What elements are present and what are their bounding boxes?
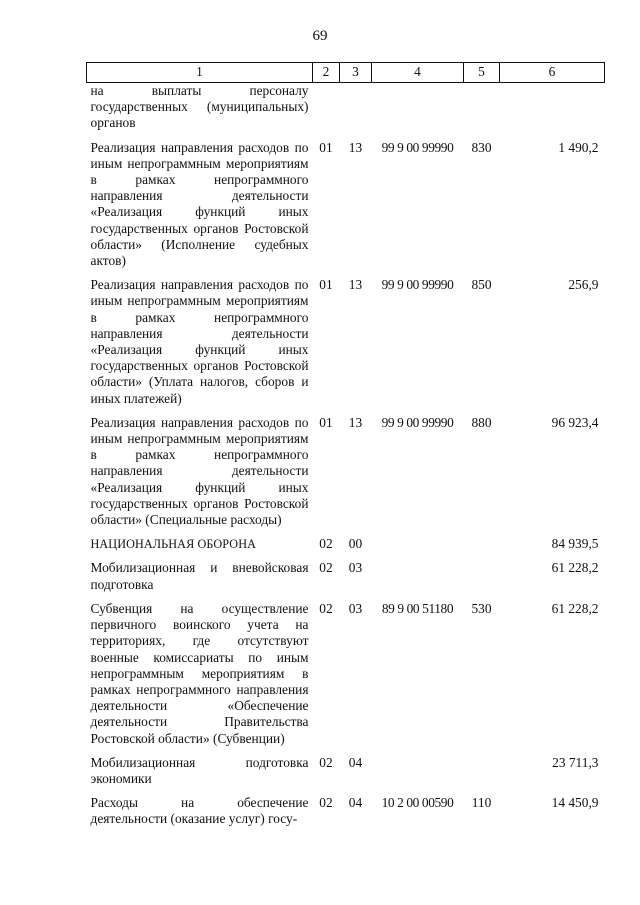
row-section: 01 (319, 139, 333, 155)
row-target-item (372, 83, 464, 139)
table-row (87, 83, 605, 139)
row-target-item: 99 9 00 99990 (381, 414, 454, 430)
row-subsection: 03 (348, 560, 363, 576)
table-row (87, 559, 605, 599)
row-amount: 96 923,4 (551, 414, 599, 430)
row-target-item: 89 9 00 51180 (381, 600, 454, 616)
row-expense-type: 850 (471, 277, 492, 293)
row-subsection: 13 (348, 139, 363, 155)
row-expense-type (464, 83, 500, 139)
row-name: Расходы на обеспечение деятельности (оказание услуг) госу- (90, 795, 309, 827)
row-expense-type (464, 559, 500, 599)
row-name: Мобилизационная и вневойсковая подготовка (90, 560, 309, 592)
row-subsection (340, 83, 372, 139)
row-subsection: 13 (348, 277, 363, 293)
row-target-item (372, 754, 464, 794)
row-subsection: 13 (348, 414, 363, 430)
row-amount: 61 228,2 (551, 560, 599, 576)
row-amount: 14 450,9 (551, 795, 599, 811)
column-header-3: 3 (340, 63, 372, 83)
row-expense-type (464, 535, 500, 559)
table-row (87, 754, 605, 794)
row-name: Мобилизационная подготовка экономики (90, 754, 309, 786)
table-row (87, 276, 605, 414)
row-expense-type (464, 754, 500, 794)
row-subsection: 04 (348, 795, 363, 811)
budget-table (86, 62, 605, 835)
row-amount: 23 711,3 (552, 754, 599, 770)
table-row (87, 414, 605, 535)
row-name: на выплаты персоналу государственных (муниципальных) органов (90, 83, 309, 131)
row-section: 01 (319, 414, 333, 430)
column-header-2: 2 (313, 63, 340, 83)
row-amount (500, 83, 605, 139)
row-section: 02 (319, 560, 333, 576)
column-header-6: 6 (500, 63, 605, 83)
row-expense-type: 110 (471, 795, 492, 811)
table-header-row (87, 63, 605, 83)
row-section: 02 (319, 600, 333, 616)
row-section (313, 83, 340, 139)
table-row (87, 535, 605, 559)
row-amount: 84 939,5 (551, 536, 599, 552)
column-header-4: 4 (372, 63, 464, 83)
row-section: 02 (319, 754, 333, 770)
row-section: 02 (319, 795, 333, 811)
table-row (87, 794, 605, 834)
row-expense-type: 880 (471, 414, 492, 430)
row-amount: 1 490,2 (558, 139, 599, 155)
table-row (87, 139, 605, 277)
row-section: 01 (319, 277, 333, 293)
row-name: НАЦИОНАЛЬНАЯ ОБОРОНА (90, 537, 257, 552)
row-name: Реализация направления расходов по иным непрограммным мероприятиям в рамках непрограммного направления деятельности «Реализация функций иных государственных органов Ростовской области» (Исполнение судебных актов) (90, 139, 309, 269)
row-target-item (372, 559, 464, 599)
row-amount: 61 228,2 (551, 600, 599, 616)
table-row (87, 600, 605, 754)
row-expense-type: 530 (471, 600, 492, 616)
row-target-item: 10 2 00 00590 (381, 795, 454, 811)
row-target-item: 99 9 00 99990 (381, 139, 454, 155)
row-name: Реализация направления расходов по иным непрограммным мероприятиям в рамках непрограммного направления деятельности «Реализация функций иных государственных органов Ростовской области» (Уплата налогов, сборов и иных платежей) (90, 277, 309, 406)
row-amount: 256,9 (568, 277, 599, 293)
row-name: Субвенция на осуществление первичного воинского учета на территориях, где отсутствуют военные комиссариаты по иным непрограммным мероприятиям в рамках непрограммного направления деятельности «Обеспечение деятельности Правительства Ростовской области» (Субвенции) (90, 600, 309, 746)
row-subsection: 00 (348, 536, 363, 552)
row-target-item (372, 535, 464, 559)
row-target-item: 99 9 00 99990 (381, 277, 454, 293)
row-subsection: 04 (348, 754, 363, 770)
column-header-5: 5 (464, 63, 500, 83)
row-expense-type: 830 (471, 139, 492, 155)
row-subsection: 03 (348, 600, 363, 616)
page-number: 69 (312, 28, 328, 44)
row-section: 02 (319, 536, 333, 552)
column-header-1: 1 (87, 63, 313, 83)
row-name: Реализация направления расходов по иным непрограммным мероприятиям в рамках непрограммного направления деятельности «Реализация функций иных государственных органов Ростовской области» (Специальные расходы) (90, 414, 309, 528)
